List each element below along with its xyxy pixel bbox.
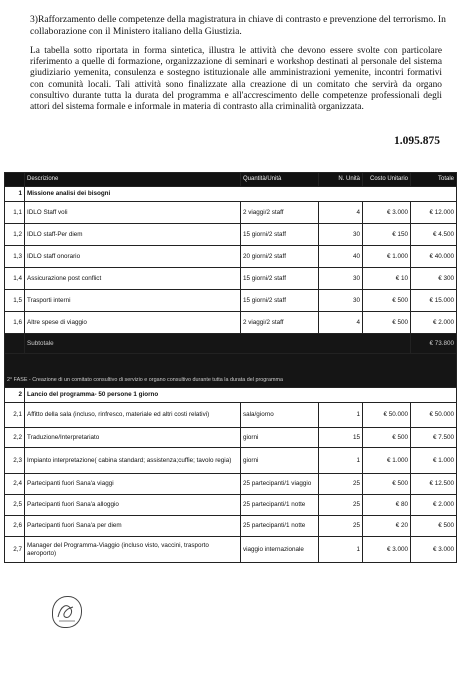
row-unit-cost: € 10: [363, 268, 411, 290]
table-row: [5, 224, 457, 246]
row-unit-cost: € 3.000: [363, 202, 411, 224]
row-index: 1,1: [5, 202, 25, 224]
budget-table: [4, 172, 457, 563]
section-heading: 3)Rafforzamento delle competenze della magistratura in chiave di contrasto e prevenzione del terrorismo. In collaborazione con il Ministero italiano della Giustizia.: [30, 14, 446, 37]
header-unit: Quantità/Unità: [241, 173, 319, 187]
row-total: € 50.000: [411, 403, 457, 428]
row-unit-cost: € 20: [363, 516, 411, 537]
row-unit: 20 giorni/2 staff: [241, 246, 319, 268]
row-count: 25: [319, 474, 363, 495]
stamp-icon: [53, 597, 81, 627]
table-row: [5, 268, 457, 290]
row-unit: giorni: [241, 448, 319, 474]
row-unit-cost: € 1.000: [363, 246, 411, 268]
row-count: 1: [319, 403, 363, 428]
table-row: [5, 448, 457, 474]
official-stamp: [52, 596, 82, 628]
row-total: € 300: [411, 268, 457, 290]
section-title: Missione analisi dei bisogni: [25, 187, 457, 202]
row-total: € 12.500: [411, 474, 457, 495]
row-count: 1: [319, 537, 363, 563]
row-index: 1,3: [5, 246, 25, 268]
row-unit: 25 partecipanti/1 viaggio: [241, 474, 319, 495]
row-total: € 40.000: [411, 246, 457, 268]
row-count: 1: [319, 448, 363, 474]
table-row: [5, 428, 457, 448]
row-count: 25: [319, 495, 363, 516]
row-count: 30: [319, 290, 363, 312]
row-unit-cost: € 1.000: [363, 448, 411, 474]
row-description: Altre spese di viaggio: [25, 312, 241, 334]
row-total: € 3.000: [411, 537, 457, 563]
header-description: Descrizione: [25, 173, 241, 187]
row-total: € 15.000: [411, 290, 457, 312]
row-total: € 12.000: [411, 202, 457, 224]
subtotal-label: Subtotale: [25, 334, 411, 354]
header-unit-cost: Costo Unitario: [363, 173, 411, 187]
section-row: [5, 187, 457, 202]
grand-total: 1.095.875: [394, 135, 440, 147]
row-description: IDLO staff-Per diem: [25, 224, 241, 246]
row-total: € 2.000: [411, 495, 457, 516]
table-row: [5, 246, 457, 268]
row-description: IDLO staff onorario: [25, 246, 241, 268]
row-index: 1,6: [5, 312, 25, 334]
row-unit: 25 partecipanti/1 notte: [241, 516, 319, 537]
row-index: 2,1: [5, 403, 25, 428]
row-index: 2,2: [5, 428, 25, 448]
row-unit: 2 viaggi/2 staff: [241, 312, 319, 334]
row-description: Assicurazione post conflict: [25, 268, 241, 290]
section-title: Lancio del programma- 50 persone 1 giorno: [25, 388, 457, 403]
row-unit-cost: € 80: [363, 495, 411, 516]
row-description: IDLO Staff voli: [25, 202, 241, 224]
table-row: [5, 312, 457, 334]
row-total: € 4.500: [411, 224, 457, 246]
row-count: 4: [319, 312, 363, 334]
subtotal-value: € 73.800: [411, 334, 457, 354]
row-index: 2,7: [5, 537, 25, 563]
table-row: [5, 516, 457, 537]
header-total: Totale: [411, 173, 457, 187]
row-description: Partecipanti fuori Sana'a per diem: [25, 516, 241, 537]
row-total: € 1.000: [411, 448, 457, 474]
row-description: Partecipanti fuori Sana'a viaggi: [25, 474, 241, 495]
section-number: 1: [5, 187, 25, 202]
row-index: 2,4: [5, 474, 25, 495]
row-unit: 2 viaggi/2 staff: [241, 202, 319, 224]
row-unit: 15 giorni/2 staff: [241, 224, 319, 246]
table-header-row: [5, 173, 457, 187]
row-total: € 7.500: [411, 428, 457, 448]
phase-note: 2° FASE - Creazione di un comitato consultivo di servizio e organo consultivo durante tutta la durata del programma: [5, 354, 457, 388]
table-row: [5, 474, 457, 495]
row-count: 25: [319, 516, 363, 537]
row-count: 15: [319, 428, 363, 448]
phase-note-row: [5, 354, 457, 388]
section-row: [5, 388, 457, 403]
row-description: Impianto interpretazione( cabina standard; assistenza;cuffie; tavolo regia): [25, 448, 241, 474]
row-unit: giorni: [241, 428, 319, 448]
row-description: Trasporti interni: [25, 290, 241, 312]
row-index: 1,2: [5, 224, 25, 246]
row-description: Affitto della sala (incluso, rinfresco, materiale ed altri costi relativi): [25, 403, 241, 428]
table-row: [5, 495, 457, 516]
row-count: 40: [319, 246, 363, 268]
row-count: 30: [319, 224, 363, 246]
header-count: N. Unità: [319, 173, 363, 187]
table-row: [5, 537, 457, 563]
row-description: Partecipanti fuori Sana'a alloggio: [25, 495, 241, 516]
row-total: € 2.000: [411, 312, 457, 334]
row-unit: 15 giorni/2 staff: [241, 268, 319, 290]
row-unit: sala/giorno: [241, 403, 319, 428]
table-row: [5, 290, 457, 312]
row-total: € 500: [411, 516, 457, 537]
row-index: 2,5: [5, 495, 25, 516]
section-number: 2: [5, 388, 25, 403]
table-row: [5, 403, 457, 428]
row-unit: 25 partecipanti/1 notte: [241, 495, 319, 516]
row-index: 2,3: [5, 448, 25, 474]
row-description: Manager del Programma-Viaggio (incluso visto, vaccini, trasporto aeroporto): [25, 537, 241, 563]
table-row: [5, 202, 457, 224]
row-unit: 15 giorni/2 staff: [241, 290, 319, 312]
row-index: 2,6: [5, 516, 25, 537]
intro-paragraph: La tabella sotto riportata in forma sintetica, illustra le attività che devono essere svolte con particolare riferimento a quelle di formazione, organizzazione di seminari e workshop destinati al personale del sistema giudiziario yemenita, consulenza e sostegno istituzionale alle amministrazioni yemenite, incontri formativi con comunità locali. Tali attività sono finalizzate alla creazione di un comitato che servirà da organo consultivo durante tutta la durata del programma e all'accrescimento delle competenze professionali degli attori del sistema formale e informale in materia di contrasto alla criminalità organizzata.: [30, 46, 442, 113]
row-unit-cost: € 150: [363, 224, 411, 246]
row-unit: viaggio internazionale: [241, 537, 319, 563]
row-index: 1,4: [5, 268, 25, 290]
subtotal-row: [5, 334, 457, 354]
row-unit-cost: € 500: [363, 290, 411, 312]
row-index: 1,5: [5, 290, 25, 312]
row-unit-cost: € 3.000: [363, 537, 411, 563]
row-description: Traduzione/Interpretariato: [25, 428, 241, 448]
row-unit-cost: € 50.000: [363, 403, 411, 428]
row-unit-cost: € 500: [363, 428, 411, 448]
row-count: 4: [319, 202, 363, 224]
row-count: 30: [319, 268, 363, 290]
row-unit-cost: € 500: [363, 312, 411, 334]
row-unit-cost: € 500: [363, 474, 411, 495]
